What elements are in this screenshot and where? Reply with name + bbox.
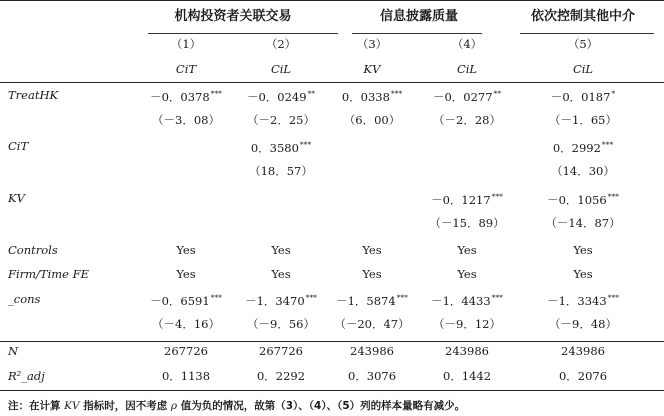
coef-treathk-5: －0．0187* bbox=[550, 89, 616, 104]
tstat-treathk-1: （－3．08） bbox=[152, 113, 220, 127]
tstat-cons-5: （－9．48） bbox=[549, 317, 617, 331]
stars: *** bbox=[491, 293, 503, 302]
stars: *** bbox=[601, 140, 614, 149]
coef-cons-2: －1．3470*** bbox=[245, 293, 317, 308]
tstat-kv-4: （－15．89） bbox=[429, 216, 505, 230]
group-rule-1 bbox=[148, 33, 338, 34]
stars: ** bbox=[493, 89, 502, 98]
coef-treathk-2: －0．0249** bbox=[246, 89, 316, 104]
row-label-controls: Controls bbox=[8, 243, 58, 257]
tstat-cons-3: （－20．47） bbox=[334, 317, 410, 331]
tstat-cit-5: （14．30） bbox=[551, 164, 615, 178]
top-rule bbox=[0, 0, 664, 1]
row-label-r2-adj: R²_adj bbox=[8, 369, 45, 383]
n-5: 243986 bbox=[561, 344, 605, 358]
header-bottom-rule bbox=[0, 82, 664, 83]
fe-1: Yes bbox=[176, 267, 196, 281]
row-label-n: N bbox=[8, 344, 19, 358]
n-2: 267726 bbox=[259, 344, 303, 358]
stars: *** bbox=[607, 192, 619, 201]
stars: *** bbox=[396, 293, 408, 302]
fe-5: Yes bbox=[573, 267, 593, 281]
coef-kv-5: －0．1056*** bbox=[547, 192, 619, 207]
row-label-kv: KV bbox=[8, 191, 25, 205]
coef-cons-5: －1．3343*** bbox=[547, 293, 619, 308]
note-kv: KV bbox=[64, 400, 80, 412]
controls-2: Yes bbox=[271, 243, 291, 257]
tstat-cons-4: （－9．12） bbox=[433, 317, 501, 331]
fe-3: Yes bbox=[362, 267, 382, 281]
row-label-fixed-effects: Firm/Time FE bbox=[8, 267, 90, 281]
stars: *** bbox=[299, 140, 312, 149]
r2-1: 0．1138 bbox=[161, 369, 211, 383]
row-label-cons: _cons bbox=[8, 292, 41, 306]
row-label-cit: CiT bbox=[8, 139, 29, 153]
group-header-other-intermediaries: 依次控制其他中介 bbox=[530, 9, 636, 24]
coef-cons-3: －1．5874*** bbox=[336, 293, 408, 308]
bottom-rule bbox=[0, 390, 664, 391]
group-header-disclosure-quality: 信息披露质量 bbox=[379, 9, 459, 24]
controls-4: Yes bbox=[457, 243, 477, 257]
coef-treathk-1: －0．0378*** bbox=[150, 89, 222, 104]
col-number-2: （2） bbox=[265, 37, 297, 51]
n-3: 243986 bbox=[350, 344, 394, 358]
controls-1: Yes bbox=[176, 243, 196, 257]
table-note bbox=[8, 398, 465, 413]
coef-kv-4: －0．1217*** bbox=[431, 192, 503, 207]
note-suffix: 值为负的情况，故第（3）、（4）、（5）列的样本量略有减少。 bbox=[180, 400, 466, 412]
note-rho: ρ bbox=[170, 400, 178, 412]
tstat-cons-1: （－4．16） bbox=[152, 317, 220, 331]
r2-3: 0．3076 bbox=[347, 369, 397, 383]
dep-var-2: CiL bbox=[270, 62, 292, 76]
fe-4: Yes bbox=[457, 267, 477, 281]
stars: *** bbox=[210, 293, 222, 302]
coef-cons-1: －0．6591*** bbox=[150, 293, 222, 308]
col-number-5: （5） bbox=[567, 37, 599, 51]
dep-var-1: CiT bbox=[175, 62, 197, 76]
cons-bottom-rule bbox=[0, 341, 664, 342]
coef-treathk-4: －0．0277** bbox=[432, 89, 502, 104]
note-mid: 指标时，因不考虑 bbox=[83, 400, 168, 412]
dep-var-3: KV bbox=[363, 62, 381, 76]
group-rule-3 bbox=[520, 33, 654, 34]
tstat-treathk-4: （－2．28） bbox=[433, 113, 501, 127]
r2-4: 0．1442 bbox=[442, 369, 492, 383]
controls-5: Yes bbox=[573, 243, 593, 257]
dep-var-5: CiL bbox=[572, 62, 594, 76]
tstat-cit-2: （18．57） bbox=[249, 164, 313, 178]
coef-cit-2: 0．3580*** bbox=[250, 140, 312, 155]
stars: ** bbox=[307, 89, 316, 98]
stars: *** bbox=[607, 293, 619, 302]
stars: *** bbox=[390, 89, 403, 98]
col-number-1: （1） bbox=[170, 37, 202, 51]
tstat-treathk-5: （－1．65） bbox=[549, 113, 617, 127]
dep-var-4: CiL bbox=[456, 62, 478, 76]
coef-cit-5: 0．2992*** bbox=[552, 140, 614, 155]
tstat-cons-2: （－9．56） bbox=[247, 317, 315, 331]
stars: *** bbox=[210, 89, 222, 98]
tstat-treathk-3: （6．00） bbox=[343, 113, 401, 127]
r2-5: 0．2076 bbox=[558, 369, 608, 383]
coef-cons-4: －1．4433*** bbox=[431, 293, 503, 308]
row-label-treathk: TreatHK bbox=[8, 88, 59, 102]
n-1: 267726 bbox=[164, 344, 208, 358]
tstat-treathk-2: （－2．25） bbox=[247, 113, 315, 127]
tstat-kv-5: （－14．87） bbox=[545, 216, 621, 230]
stars: *** bbox=[305, 293, 317, 302]
r2-2: 0．2292 bbox=[256, 369, 306, 383]
n-4: 243986 bbox=[445, 344, 489, 358]
stars: * bbox=[611, 89, 616, 98]
group-rule-2 bbox=[352, 33, 482, 34]
stars: *** bbox=[491, 192, 503, 201]
col-number-3: （3） bbox=[356, 37, 388, 51]
note-prefix: 注：在计算 bbox=[8, 400, 61, 412]
coef-treathk-3: 0．0338*** bbox=[341, 89, 403, 104]
fe-2: Yes bbox=[271, 267, 291, 281]
col-number-4: （4） bbox=[451, 37, 483, 51]
controls-3: Yes bbox=[362, 243, 382, 257]
group-header-related-trading: 机构投资者关联交易 bbox=[174, 9, 292, 24]
